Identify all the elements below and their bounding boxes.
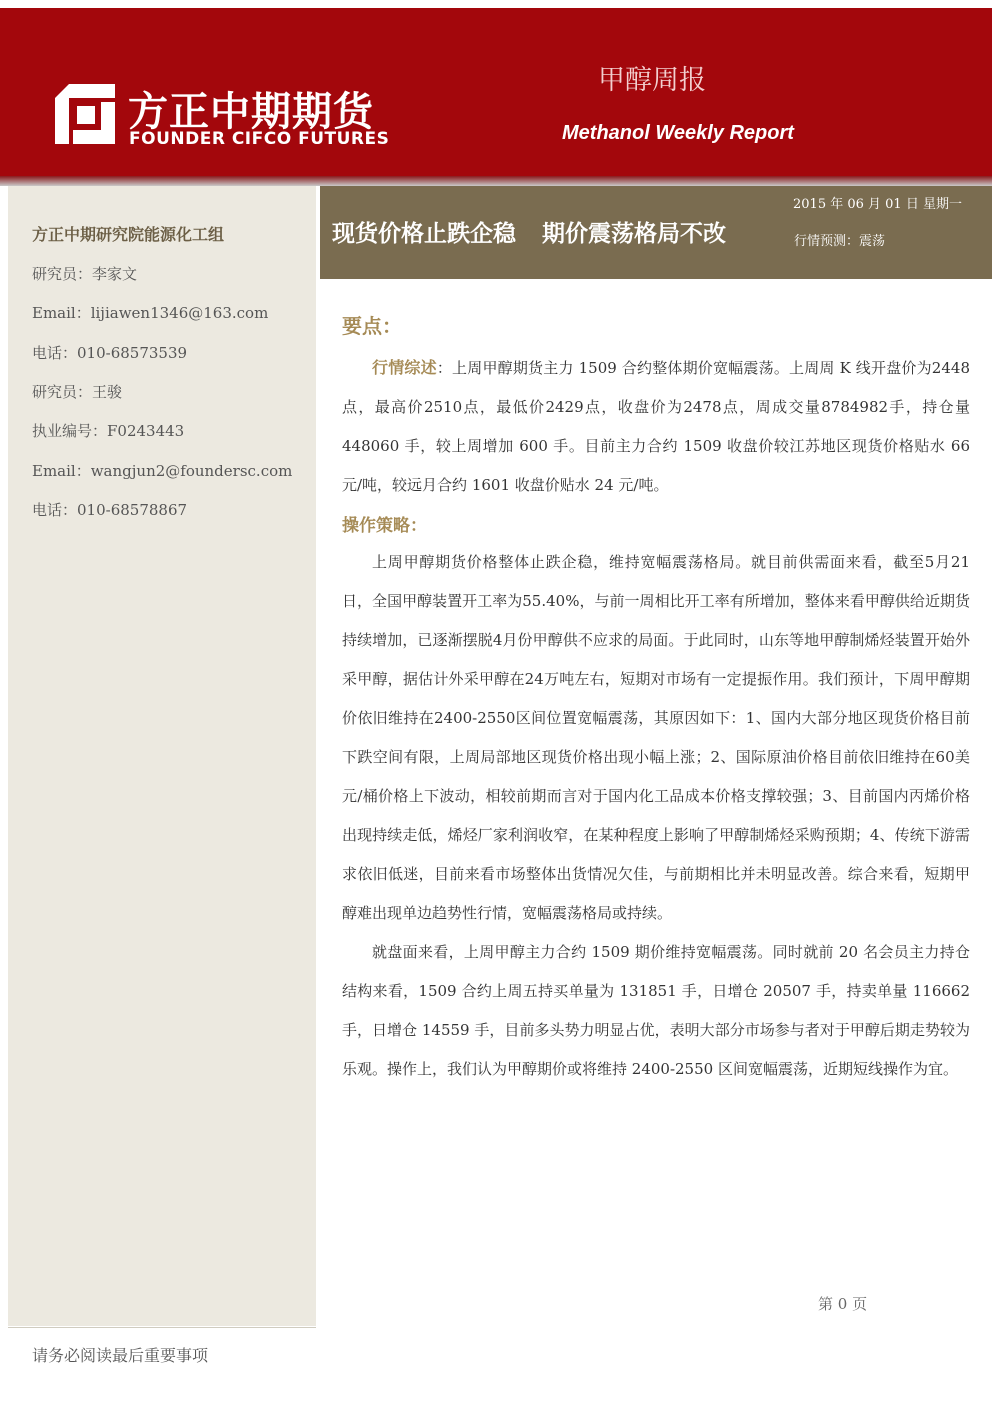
summary-text: ：上周甲醇期货主力 1509 合约整体期价宽幅震荡。上周周 K 线开盘价为2448点，最高价2510点，最低价2429点，收盘价为2478点，周成交量8784982手，持仓量 448060 手，较上周增加 600 手。目前主力合约 1509 收盘价较江苏地区现货价格贴水 66 元/吨，较远月合约 1601 收盘价贴水 24 元/吨。 [342, 359, 970, 494]
page-number: 第 0 页 [818, 1295, 868, 1313]
report-date: 2015 年 06 月 01 日 星期一 [793, 197, 962, 212]
analyst-phone: 电话：010-68578867 [32, 501, 188, 519]
header-divider [0, 176, 992, 186]
headline: 现货价格止跌企稳 期价震荡格局不改 [332, 221, 727, 247]
strategy-paragraph: 上周甲醇期货价格整体止跌企稳，维持宽幅震荡格局。就目前供需面来看，截至5月21日，全国甲醇装置开工率为55.40%，与前一周相比开工率有所增加，整体来看甲醇供给近期货持续增加，已逐渐摆脱4月份甲醇供不应求的局面。于此同时，山东等地甲醇制烯烃装置开始外采甲醇，据估计外采甲醇在24万吨左右，短期对市场有一定提振作用。我们预计，下周甲醇期价依旧维持在2400-2550区间位置宽幅震荡，其原因如下：1、国内大部分地区现货价格目前下跌空间有限，上周局部地区现货价格出现小幅上涨；2、国际原油价格目前依旧维持在60美元/桶价格上下波动，相较前期而言对于国内化工品成本价格支撑较强；3、目前国内丙烯价格出现持续走低，烯烃厂家利润收窄，在某种程度上影响了甲醇制烯烃采购预期；4、传统下游需求依旧低迷，目前来看市场整体出货情况欠佳，与前期相比并未明显改善。综合来看，短期甲醇难出现单边趋势性行情，宽幅震荡格局或持续。 [342, 553, 970, 922]
key-points-heading: 要点： [342, 314, 402, 338]
founder-logo-icon [55, 84, 115, 144]
analyst-phone: 电话：010-68573539 [32, 344, 188, 362]
summary-label: 行情综述 [372, 358, 437, 377]
analyst-name: 研究员：王骏 [32, 383, 123, 401]
footer-divider [8, 1327, 316, 1328]
company-logo-text: 方正中期期货 [128, 89, 374, 135]
company-logo-english: FOUNDER CIFCO FUTURES [129, 129, 390, 149]
analyst-name: 研究员：李家文 [32, 265, 138, 283]
analyst-license: 执业编号：F0243443 [32, 422, 185, 440]
strategy-heading: 操作策略： [342, 516, 427, 536]
strategy-body [342, 543, 970, 1089]
market-forecast: 行情预测：震荡 [794, 234, 886, 249]
analyst-email: Email：lijiawen1346@163.com [32, 304, 269, 322]
market-summary [342, 348, 970, 505]
disclaimer-notice: 请务必阅读最后重要事项 [32, 1346, 209, 1365]
report-title-cn: 甲醇周报 [598, 65, 706, 96]
report-title-en: Methanol Weekly Report [562, 122, 794, 144]
research-group-title: 方正中期研究院能源化工组 [32, 225, 225, 244]
analyst-email: Email：wangjun2@foundersc.com [32, 462, 293, 480]
position-paragraph: 就盘面来看，上周甲醇主力合约 1509 期价维持宽幅震荡。同时就前 20 名会员主力持仓结构来看，1509 合约上周五持买单量为 131851 手，日增仓 20507 手，持卖单量 116662 手，日增仓 14559 手，目前多头势力明显占优，表明大部分市场参与者对于甲醇后期走势较为乐观。操作上，我们认为甲醇期价或将维持 2400-2550 区间宽幅震荡，近期短线操作为宜。 [342, 943, 970, 1078]
